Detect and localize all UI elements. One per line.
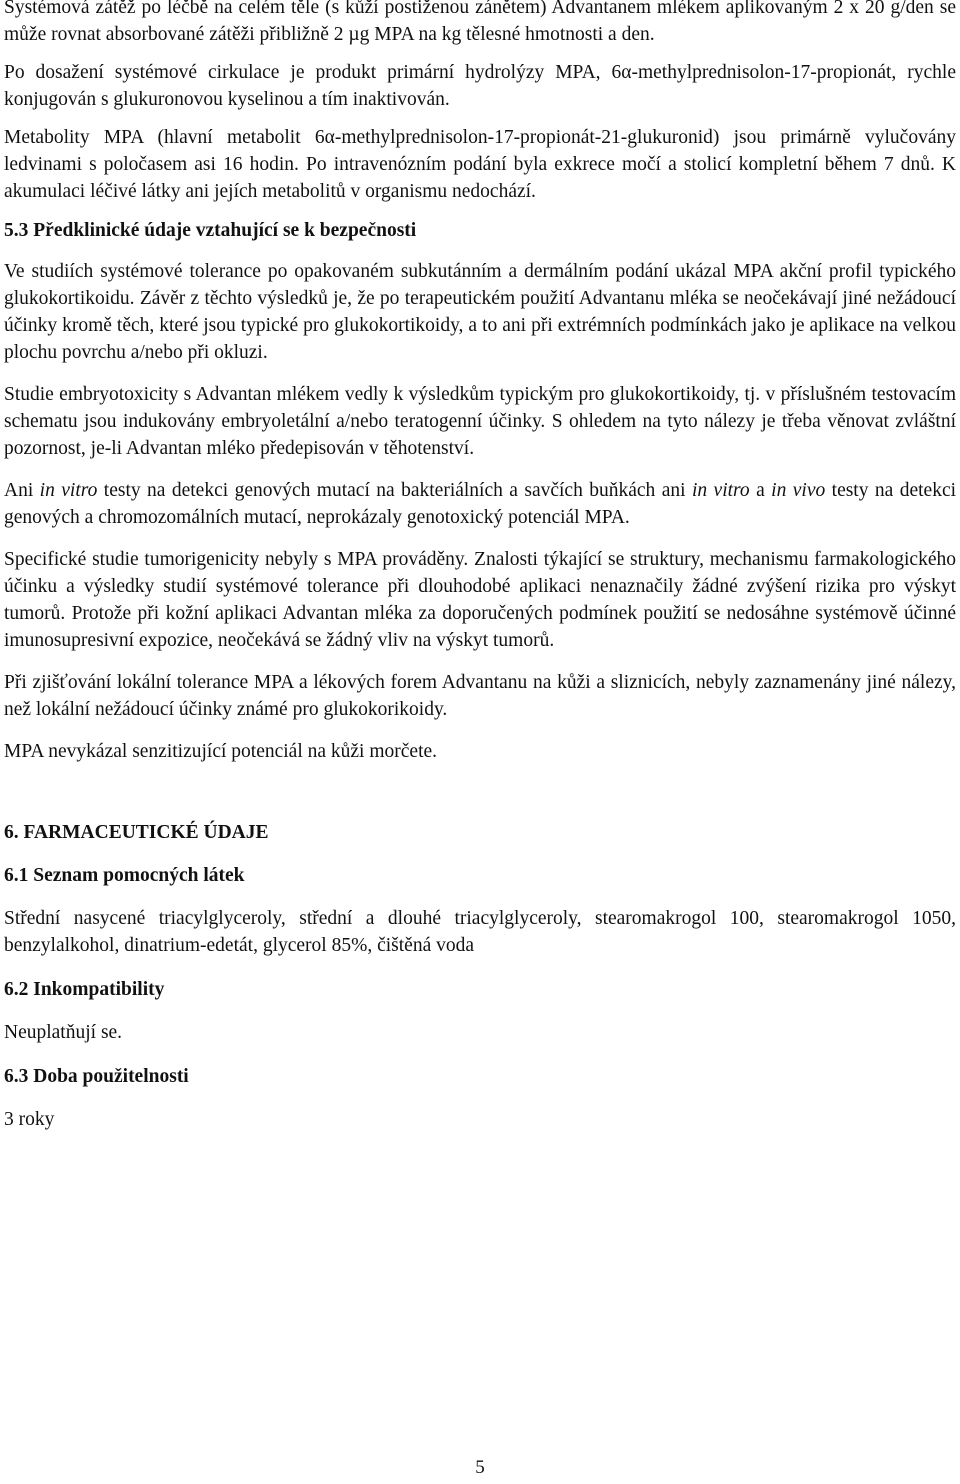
- genotox-italic-in-vitro-2: in vitro: [691, 480, 750, 501]
- genotox-text-1: Ani: [4, 480, 40, 501]
- paragraph-tolerance: Ve studiích systémové tolerance po opakovaném subkutánním a dermálním podání ukázal MPA akční profil typického glukokortikoidu. Závěr z těchto výsledků je, že po terapeutickém použití Advantanu mléka se neočekávají jiné nežádoucí účinky kromě těch, které jsou typické pro glukokortikoidy, a to ani při extrémních podmínkách jako je aplikace na velkou plochu povrchu a/nebo při okluzi.: [4, 261, 956, 363]
- page-number: 5: [475, 1457, 485, 1478]
- genotox-text-3: a: [749, 480, 772, 501]
- paragraph-genotoxicity: [4, 477, 956, 531]
- paragraph-incompatibility: Neuplatňují se.: [4, 1022, 123, 1043]
- heading-6-1: 6.1 Seznam pomocných látek: [4, 865, 245, 886]
- genotox-italic-in-vitro-1: in vitro: [39, 480, 98, 501]
- heading-6-3: 6.3 Doba použitelnosti: [4, 1066, 189, 1087]
- paragraph-systemic-load: Systémová zátěž po léčbě na celém těle (s kůží postiženou zánětem) Advantanem mlékem aplikovaným 2 x 20 g/den se může rovnat absorbované zátěži přibližně 2 µg MPA na kg tělesné hmotnosti a den.: [4, 0, 956, 45]
- paragraph-metabolites: Metabolity MPA (hlavní metabolit 6α-methylprednisolon-17-propionát-21-glukuronid) jsou primárně vylučovány ledvinami s poločasem asi 16 hodin. Po intravenózním podání byla exkrece močí a stolicí kompletní během 7 dnů. K akumulaci léčivé látky ani jejích metabolitů v organismu nedochází.: [4, 127, 956, 202]
- genotox-text-4: testy na detekci genových a chromozomálních mutací, neprokázaly genotoxický potenciál MPA.: [4, 480, 957, 528]
- heading-6: 6. FARMACEUTICKÉ ÚDAJE: [4, 822, 269, 843]
- genotox-text-2: testy na detekci genových mutací na bakteriálních a savčích buňkách ani: [97, 480, 692, 501]
- paragraph-shelf-life: 3 roky: [4, 1109, 55, 1130]
- document-page: [4, 0, 956, 1133]
- paragraph-tumorigenicity: Specifické studie tumorigenicity nebyly s MPA prováděny. Znalosti týkající se struktury, mechanismu farmakologického účinku a výsledky studií systémové tolerance při dlouhodobé aplikaci nenaznačily žádné zvýšení rizika pro výskyt tumorů. Protože při kožní aplikaci Advantan mléka za doporučených podmínek použití se nedosáhne systémově účinné imunosupresivní expozice, neočekává se žádný vliv na výskyt tumorů.: [4, 549, 956, 651]
- heading-5-3: 5.3 Předklinické údaje vztahující se k bezpečnosti: [4, 220, 417, 241]
- paragraph-hydrolysis: Po dosažení systémové cirkulace je produkt primární hydrolýzy MPA, 6α-methylprednisolon-17-propionát, rychle konjugován s glukuronovou kyselinou a tím inaktivován.: [4, 62, 956, 110]
- paragraph-local-tolerance: Při zjišťování lokální tolerance MPA a lékových forem Advantanu na kůži a sliznicích, nebyly zaznamenány jiné nálezy, než lokální nežádoucí účinky známé pro glukokorikoidy.: [4, 672, 956, 720]
- heading-6-2: 6.2 Inkompatibility: [4, 979, 165, 1000]
- paragraph-sensitization: MPA nevykázal senzitizující potenciál na kůži morčete.: [4, 741, 438, 762]
- paragraph-embryotoxicity: Studie embryotoxicity s Advantan mlékem vedly k výsledkům typickým pro glukokortikoidy, tj. v příslušném testovacím schematu jsou indukovány embryoletální a/nebo teratogenní účinky. S ohledem na tyto nálezy je třeba věnovat zvláštní pozornost, je-li Advantan mléko předepisován v těhotenství.: [4, 384, 956, 459]
- paragraph-excipients: Střední nasycené triacylglyceroly, střední a dlouhé triacylglyceroly, stearomakrogol 100, stearomakrogol 1050, benzylalkohol, dinatrium-edetát, glycerol 85%, čištěná voda: [4, 908, 956, 956]
- genotox-italic-in-vivo: in vivo: [771, 480, 826, 501]
